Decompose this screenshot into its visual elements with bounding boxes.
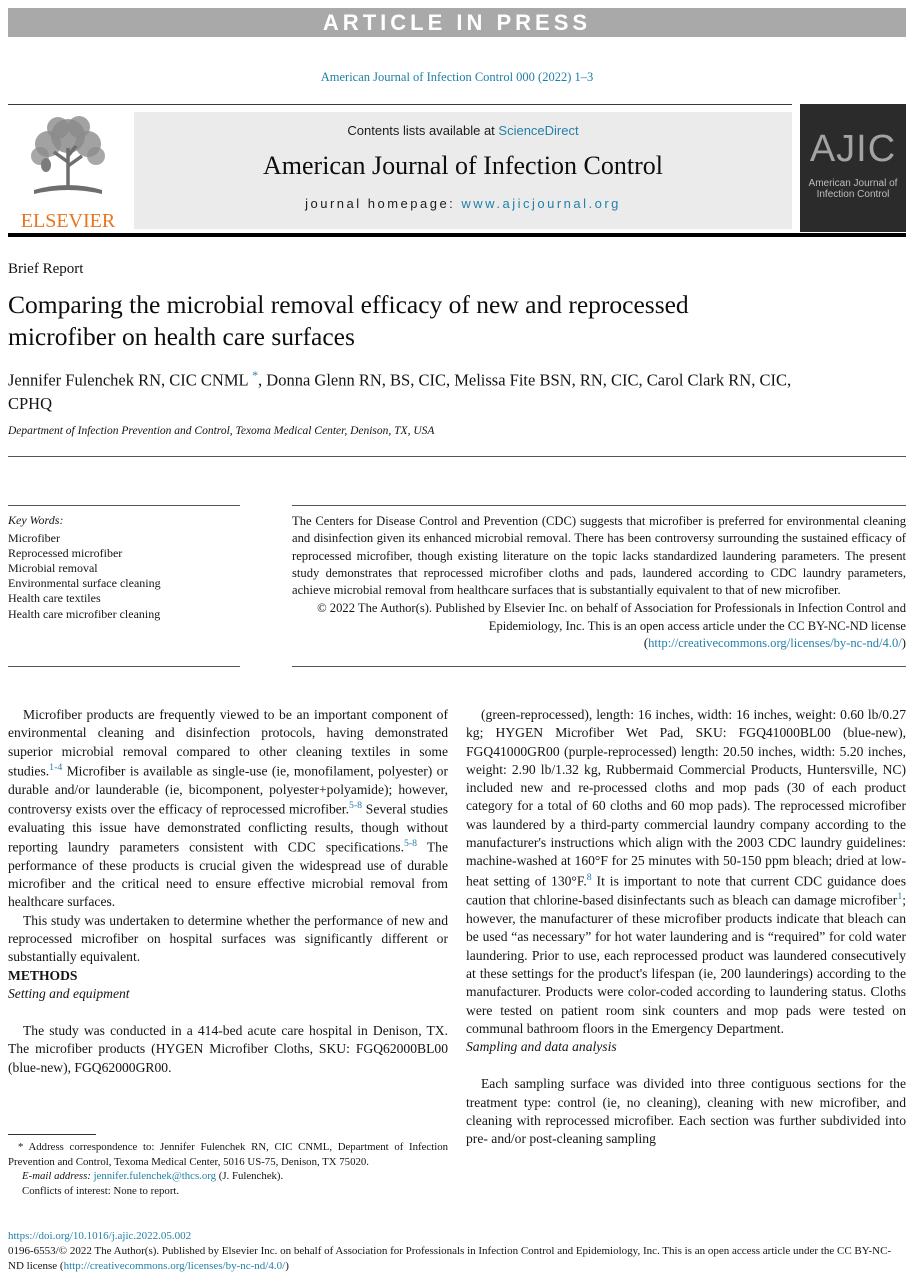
- header-top-rule: [8, 104, 792, 105]
- author-list: [8, 367, 828, 416]
- abstract-copyright: [292, 600, 906, 652]
- text-segment: © 2022 The Author(s). Published by Elsevier Inc. on behalf of Association for Professionals in Infection Control and Epidemiology, Inc. This is an open access article under the CC BY-NC-ND license (: [317, 601, 906, 650]
- journal-title: American Journal of Infection Control: [263, 151, 663, 180]
- text-segment: 0196-6553/© 2022 The Author(s). Published by Elsevier Inc. on behalf of Association for Professionals in Infection Control and Epidemiology, Inc. This is an open access article under the CC BY-NC-ND license (: [8, 1245, 892, 1273]
- keyword-item: Environmental surface cleaning: [8, 576, 161, 591]
- elsevier-tree-icon: [16, 110, 120, 206]
- paragraph: The study was conducted in a 414-bed acute care hospital in Denison, TX. The microfiber products (HYGEN Microfiber Cloths, SKU: FGQ62000BL00 (blue-new), FGQ62000GR00.: [8, 1023, 448, 1075]
- contents-list-line: [134, 123, 792, 138]
- email-line: [22, 1169, 448, 1184]
- text-segment: ): [901, 635, 906, 650]
- elsevier-logo[interactable]: [6, 110, 130, 232]
- setting-subheading: Setting and equipment: [8, 985, 130, 1001]
- link[interactable]: http://creativecommons.org/licenses/by-nc-nd/4.0/: [63, 1260, 286, 1273]
- citation-ref[interactable]: 8: [586, 871, 592, 883]
- journal-citation: American Journal of Infection Control 000 (2022) 1–3: [320, 70, 594, 84]
- abstract-block: [292, 505, 906, 667]
- text-segment: It is important to note that current CDC guidance does caution that chlorine-based disinfectants such as bleach can damage microfiber: [466, 873, 907, 908]
- text-segment: The performance of these products is crucial given the widespread use of durable microfiber and the critical need to ensure effective microbial removal from healthcare surfaces.: [8, 839, 448, 910]
- abstract-text: The Centers for Disease Control and Prevention (CDC) suggests that microfiber is preferred for environmental cleaning and disinfection given its enhanced microbial removal. There has been controversy surrounding the sustained efficacy of reprocessed microfiber, though existing literature on the topic lacks standardized laundering parameters. The present study demonstrates that reprocessed microfiber cloths and pads, laundered according to CDC laundry parameters, achieve microbial removal from healthcare surfaces that is substantially equivalent to that of new microfiber.: [292, 514, 906, 597]
- paragraph: This study was undertaken to determine whether the performance of new and reprocessed microfiber on hospital surfaces was significantly different or substantially equivalent.: [8, 912, 448, 965]
- text-segment: (green-reprocessed), length: 16 inches, width: 16 inches, weight: 0.60 lb/0.27 kg; HYGEN Microfiber Wet Pad, SKU: FGQ41000BL00 (blue-new), FGQ41000GR00 (purple-reprocessed) length: 20.50 inches, width: 5.20 inches, weight: 2.90 lb/1.32 kg, Rubbermaid Commercial Products, Huntersville, NC) included new and re-processed cloths and mop pads (30 of each product category for a total of 60 cloths and 60 mop pads). The reprocessed microfiber was laundered by a third-party commercial laundry company according to the manufacturer's instructions which align with the 2003 CDC laundry guidelines: machine-washed at 160°F for 25 minutes with 50-150 ppm bleach; dried at low-heat setting of 130°F.: [466, 707, 906, 889]
- methods-heading: METHODS: [8, 967, 78, 983]
- article-type-label: Brief Report: [8, 261, 84, 277]
- correspondence-footnote: [8, 1134, 448, 1198]
- ajic-name-line2: Infection Control: [816, 189, 890, 200]
- ajic-name-line1: American Journal of: [808, 178, 898, 189]
- citation-ref[interactable]: 1-4: [49, 761, 63, 773]
- affiliation: Department of Infection Prevention and Control, Texoma Medical Center, Denison, TX, USA: [8, 425, 435, 437]
- citation-ref[interactable]: 1: [897, 891, 903, 903]
- text-segment: , Donna Glenn RN, BS, CIC, Melissa Fite BSN, RN, CIC, Carol Clark RN, CIC, CPHQ: [8, 370, 792, 414]
- keyword-item: Health care microfiber cleaning: [8, 606, 161, 621]
- footnote-rule: [8, 1134, 96, 1135]
- keyword-item: Microfiber: [8, 531, 60, 545]
- conflicts-line: Conflicts of interest: None to report.: [22, 1184, 180, 1197]
- journal-header-box: [134, 112, 792, 229]
- body-column-left: [8, 706, 448, 1077]
- title-block-rule: [8, 456, 906, 457]
- keyword-item: Health care textiles: [8, 591, 101, 606]
- text-segment: ; however, the manufacturer of these microfiber products indicate that bleach can be used “as necessary” for hot water laundering and is “required” for cold water laundering. Prior to use, each reprocessed product was laundered consecutively at these settings for the product's lifespan (ie, 200 launderings) according to the manufacturer. Products were color-coded according to laundering status. Cloths were tested on patient room sink counters and mop pads were tested on communal bathroom floors in the Emergency Department.: [466, 892, 906, 1036]
- header-bottom-rule: [8, 233, 906, 237]
- citation-ref[interactable]: 5-8: [403, 838, 418, 850]
- link[interactable]: ScienceDirect: [498, 123, 579, 138]
- paragraph: [466, 706, 906, 1038]
- elsevier-wordmark: ELSEVIER: [20, 210, 116, 232]
- page-footer: [8, 1229, 906, 1275]
- issn-copyright-line: [8, 1245, 891, 1272]
- sampling-subheading: Sampling and data analysis: [466, 1039, 617, 1055]
- ajic-abbreviation: AJIC: [809, 128, 897, 170]
- body-column-right: [466, 706, 906, 1149]
- citation-ref[interactable]: 5-8: [348, 799, 363, 811]
- correspondence-address: * Address correspondence to: Jennifer Fulenchek RN, CIC CNML, Department of Infection Prevention and Control, Texoma Medical Center, 5016 US-75, Denison, TX 75020.: [8, 1141, 448, 1168]
- link[interactable]: http://creativecommons.org/licenses/by-nc-nd/4.0/: [648, 635, 902, 650]
- doi-link[interactable]: https://doi.org/10.1016/j.ajic.2022.05.002: [8, 1230, 192, 1242]
- text-segment: Several studies evaluating this issue have demonstrated conflicting results, though without reporting laundry parameters consistent with CDC specifications.: [8, 801, 448, 855]
- text-segment: Contents lists available at: [347, 123, 499, 138]
- link[interactable]: jennifer.fulenchek@thcs.org: [93, 1170, 217, 1183]
- citation-ref[interactable]: *: [252, 368, 259, 382]
- text-segment: ): [285, 1260, 289, 1273]
- banner-text: ARTICLE IN PRESS: [322, 9, 592, 35]
- paragraph: [8, 706, 448, 912]
- text-segment: Microfiber is available as single-use (ie, monofilament, polyester) or durable and/or launderable (ie, bicomponent, polyester+polyamide); however, controversy exists over the efficacy of reprocessed microfiber.: [8, 763, 448, 817]
- text-segment: journal homepage:: [305, 196, 462, 211]
- text-segment: (J. Fulenchek).: [216, 1170, 284, 1183]
- keyword-item: Microbial removal: [8, 561, 98, 576]
- ajic-cover-logo: [800, 104, 906, 232]
- article-title: Comparing the microbial removal efficacy of new and reprocessed microfiber on health care surfaces: [8, 290, 689, 352]
- keyword-item: Reprocessed microfiber: [8, 546, 123, 561]
- keywords-block: [8, 505, 240, 667]
- paragraph: Each sampling surface was divided into three contiguous sections for the treatment type: control (ie, no cleaning), cleaning with new microfiber, and cleaning with reprocessed microfiber. Each section was further subdivided into pre- and/or post-cleaning sampling: [466, 1076, 906, 1147]
- text-segment: Jennifer Fulenchek RN, CIC CNML: [8, 370, 253, 390]
- keywords-label: Key Words:: [8, 513, 64, 527]
- link[interactable]: www.ajicjournal.org: [461, 196, 621, 211]
- article-in-press-banner: [8, 8, 906, 37]
- text-segment: Microfiber products are frequently viewed to be an important component of environmental cleaning and disinfection protocols, having demonstrated superior microbial removal compared to other cleaning textiles in some studies.: [8, 707, 448, 779]
- journal-homepage-line: [134, 196, 792, 211]
- text-segment: E-mail address:: [22, 1170, 94, 1183]
